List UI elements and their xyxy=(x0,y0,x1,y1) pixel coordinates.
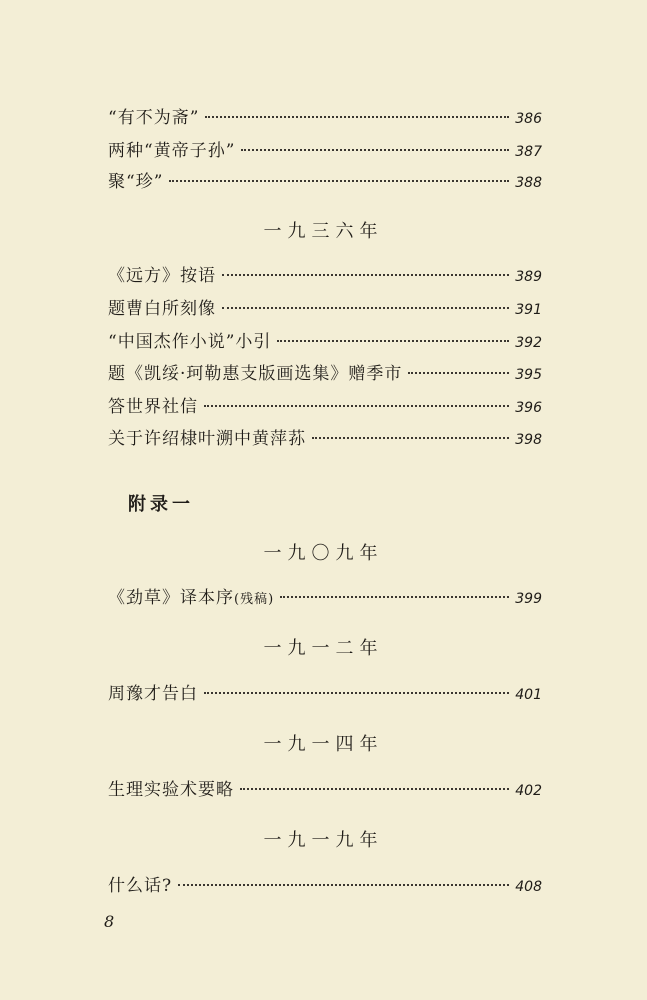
leader-dots xyxy=(241,149,509,151)
leader-dots xyxy=(204,405,509,407)
entry-title: 周豫才告白 xyxy=(108,684,198,704)
toc-entry xyxy=(108,586,542,610)
toc-entry xyxy=(108,330,542,354)
year-heading: 一九一二年 xyxy=(263,638,384,659)
entry-page: 398 xyxy=(515,432,542,448)
entry-page: 408 xyxy=(515,879,542,895)
toc-entry xyxy=(108,106,542,130)
entry-page: 396 xyxy=(515,400,542,416)
entry-title: 关于许绍棣叶溯中黄萍荪 xyxy=(108,429,306,449)
leader-dots xyxy=(240,788,509,790)
entry-title: 答世界社信 xyxy=(108,397,198,417)
leader-dots xyxy=(205,116,509,118)
appendix-heading: 附录一 xyxy=(128,494,194,515)
entry-title: 生理实验术要略 xyxy=(108,780,234,800)
leader-dots xyxy=(204,692,509,694)
year-heading: 一九一九年 xyxy=(263,830,384,851)
entry-title xyxy=(108,586,274,612)
entry-title: “中国杰作小说”小引 xyxy=(108,332,272,352)
entry-title: 题《凯绥·珂勒惠支版画选集》赠季市 xyxy=(108,364,403,384)
toc-entry xyxy=(108,874,542,898)
entry-title: 《远方》按语 xyxy=(108,266,216,286)
entry-title: 两种“黄帝子孙” xyxy=(108,141,236,161)
toc-entry xyxy=(108,139,542,163)
entry-page: 388 xyxy=(515,175,542,191)
entry-title-note: (残稿) xyxy=(234,592,275,607)
year-heading: 一九一四年 xyxy=(263,734,384,755)
year-heading: 一九三六年 xyxy=(263,221,384,242)
leader-dots xyxy=(280,596,509,598)
leader-dots xyxy=(277,340,509,342)
entry-page: 387 xyxy=(515,144,542,160)
entry-title-main: 《劲草》译本序 xyxy=(108,588,234,608)
leader-dots xyxy=(169,180,509,182)
entry-page: 392 xyxy=(515,335,542,351)
toc-entry xyxy=(108,682,542,706)
toc-entry xyxy=(108,427,542,451)
entry-title: 聚“珍” xyxy=(108,172,164,192)
toc-entry xyxy=(108,395,542,419)
entry-title: “有不为斋” xyxy=(108,108,200,128)
entry-page: 402 xyxy=(515,783,542,799)
entry-title: 题曹白所刻像 xyxy=(108,299,216,319)
toc-entry xyxy=(108,170,542,194)
entry-title: 什么话? xyxy=(108,876,173,896)
leader-dots xyxy=(222,307,509,309)
leader-dots xyxy=(222,274,509,276)
entry-page: 389 xyxy=(515,269,542,285)
entry-page: 391 xyxy=(515,302,542,318)
toc-entry xyxy=(108,264,542,288)
leader-dots xyxy=(178,884,509,886)
page-number: 8 xyxy=(104,912,115,931)
entry-page: 395 xyxy=(515,367,542,383)
year-heading: 一九〇九年 xyxy=(263,543,384,564)
toc-entry xyxy=(108,297,542,321)
toc-entry xyxy=(108,778,542,802)
entry-page: 401 xyxy=(515,687,542,703)
entry-page: 386 xyxy=(515,111,542,127)
leader-dots xyxy=(312,437,509,439)
entry-page: 399 xyxy=(515,591,542,607)
leader-dots xyxy=(408,372,509,374)
toc-entry xyxy=(108,362,542,386)
